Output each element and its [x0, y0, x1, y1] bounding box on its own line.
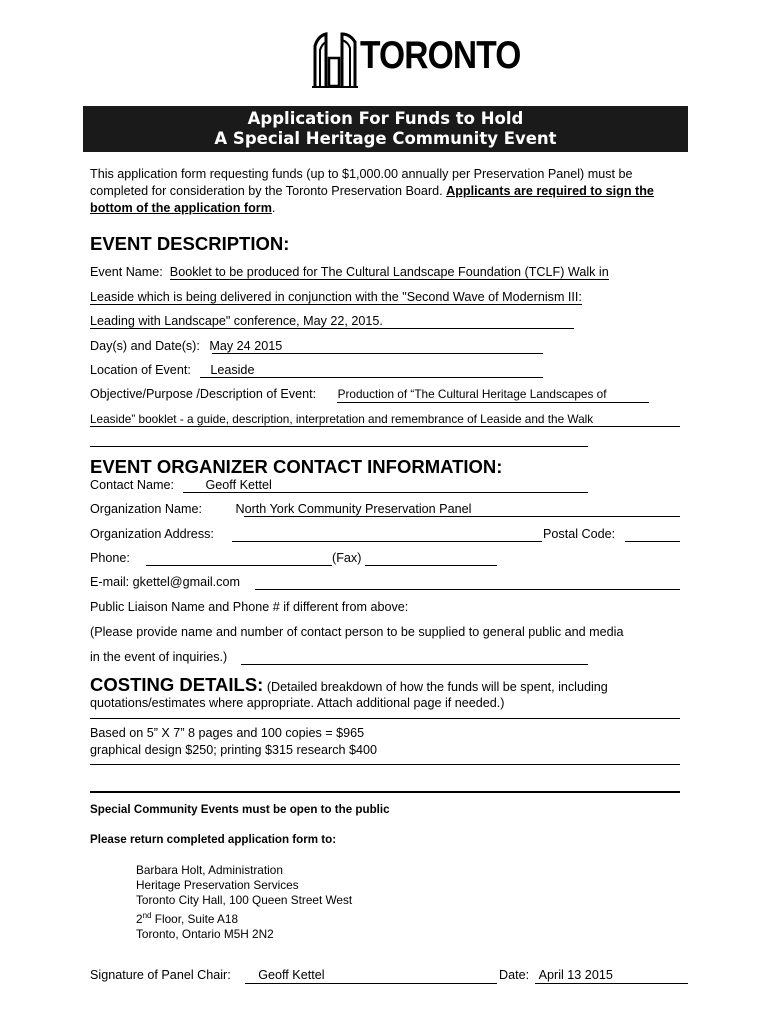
costing-heading-row [90, 674, 608, 696]
event-name-label: Event Name: [90, 265, 163, 279]
contact-value[interactable]: Geoff Kettel [205, 478, 272, 492]
objective-value-1[interactable]: Production of “The Cultural Heritage Landscapes of [337, 387, 607, 401]
email-field[interactable] [255, 589, 680, 590]
costing-note: (Detailed breakdown of how the funds will be spent, including [263, 680, 608, 694]
location-underline [200, 377, 543, 378]
costing-underline-2 [90, 764, 680, 765]
location-value[interactable]: Leaside [210, 363, 255, 377]
org-address-field[interactable] [232, 541, 542, 542]
costing-line-1[interactable]: Based on 5” X 7” 8 pages and 100 copies = $965 [90, 726, 365, 740]
return-address [136, 863, 352, 942]
contact-underline [183, 492, 588, 493]
organizer-heading: EVENT ORGANIZER CONTACT INFORMATION: [90, 456, 503, 477]
org-name-value[interactable]: North York Community Preservation Panel [235, 502, 472, 516]
signature-row [90, 968, 325, 982]
objective-label: Objective/Purpose /Description of Event: [90, 387, 317, 401]
date-underline [535, 983, 688, 984]
email-label: E-mail: gkettel@gmail.com [90, 575, 240, 589]
objective-line-2 [90, 412, 593, 426]
liaison-field[interactable] [241, 664, 588, 665]
address-line-2: Heritage Preservation Services [136, 878, 299, 892]
address-line-1: Barbara Holt, Administration [136, 863, 283, 877]
org-address-row [90, 527, 214, 541]
location-row [90, 363, 254, 377]
costing-heading: COSTING DETAILS: [90, 674, 264, 695]
date-row [499, 968, 613, 982]
address-line-4 [136, 908, 352, 927]
org-name-row [90, 502, 471, 516]
event-name-row [90, 265, 609, 280]
event-name-underline [90, 328, 574, 329]
fax-field[interactable] [365, 565, 497, 566]
fax-label: (Fax) [332, 551, 362, 565]
date-value[interactable]: April 13 2015 [538, 968, 613, 982]
form-title-banner [83, 106, 688, 152]
org-name-label: Organization Name: [90, 502, 202, 516]
event-description-heading: EVENT DESCRIPTION: [90, 233, 290, 254]
intro-end: . [271, 201, 276, 215]
phone-field[interactable] [146, 565, 332, 566]
title-line-1: Application For Funds to Hold [247, 109, 524, 128]
floor-number: 2 [136, 911, 143, 926]
intro-text: This application form requesting funds (up to $1,000.00 annually per Preservation Panel) must be completed for consideration by the Toronto Preservation Board. [90, 167, 633, 198]
costing-underline-3 [90, 791, 680, 793]
phone-label: Phone: [90, 551, 130, 565]
objective-underline-1 [337, 402, 649, 403]
intro-paragraph [90, 166, 690, 217]
dates-underline [212, 353, 543, 354]
org-name-underline [244, 516, 680, 517]
event-name-line-2 [90, 290, 582, 305]
open-public-note: Special Community Events must be open to the public [90, 803, 390, 816]
event-name-line-3 [90, 314, 383, 328]
org-address-label: Organization Address: [90, 527, 214, 541]
floor-suffix: nd [142, 911, 152, 920]
costing-note-2: quotations/estimates where appropriate. Attach additional page if needed.) [90, 696, 505, 710]
postal-label: Postal Code: [543, 527, 616, 541]
liaison-note-1: (Please provide name and number of contact person to be supplied to general public and media [90, 625, 624, 639]
dates-row [90, 339, 282, 353]
objective-underline-3 [90, 446, 588, 447]
liaison-label: Public Liaison Name and Phone # if different from above: [90, 600, 409, 614]
date-label: Date: [499, 968, 530, 982]
contact-label: Contact Name: [90, 478, 174, 492]
city-hall-towers-icon [312, 32, 358, 88]
objective-underline-2 [90, 426, 680, 427]
liaison-note-2: in the event of inquiries.) [90, 650, 228, 664]
address-line-5: Toronto, Ontario M5H 2N2 [136, 926, 274, 941]
contact-row [90, 478, 272, 492]
signature-label: Signature of Panel Chair: [90, 968, 231, 982]
objective-row [90, 387, 606, 401]
floor-rest: Floor, Suite A18 [151, 911, 239, 926]
postal-field[interactable] [625, 541, 680, 542]
event-name-value[interactable]: Booklet to be produced for The Cultural Landscape Foundation (TCLF) Walk in [169, 265, 609, 279]
title-line-2: A Special Heritage Community Event [214, 129, 557, 148]
return-note: Please return completed application form to: [90, 833, 337, 846]
event-name-value-2[interactable]: Leaside which is being delivered in conjunction with the "Second Wave of Modernism III: [90, 290, 582, 304]
location-label: Location of Event: [90, 363, 191, 377]
intro-bold-text: Applicants are required to sign the bottom of the application form [90, 184, 654, 215]
logo-text: TORONTO [360, 34, 521, 77]
address-line-3: Toronto City Hall, 100 Queen Street West [136, 893, 353, 907]
costing-underline-1 [90, 718, 680, 719]
dates-label: Day(s) and Date(s): [90, 339, 200, 353]
signature-value[interactable]: Geoff Kettel [258, 968, 325, 982]
toronto-logo [312, 30, 521, 92]
event-name-value-3[interactable]: Leading with Landscape" conference, May 22, 2015. [90, 314, 383, 328]
objective-value-2[interactable]: Leaside” booklet - a guide, description, interpretation and remembrance of Leaside and the Walk [90, 412, 594, 426]
signature-underline [245, 983, 497, 984]
dates-value[interactable]: May 24 2015 [209, 339, 283, 353]
costing-line-2[interactable]: graphical design $250; printing $315 research $400 [90, 743, 378, 757]
